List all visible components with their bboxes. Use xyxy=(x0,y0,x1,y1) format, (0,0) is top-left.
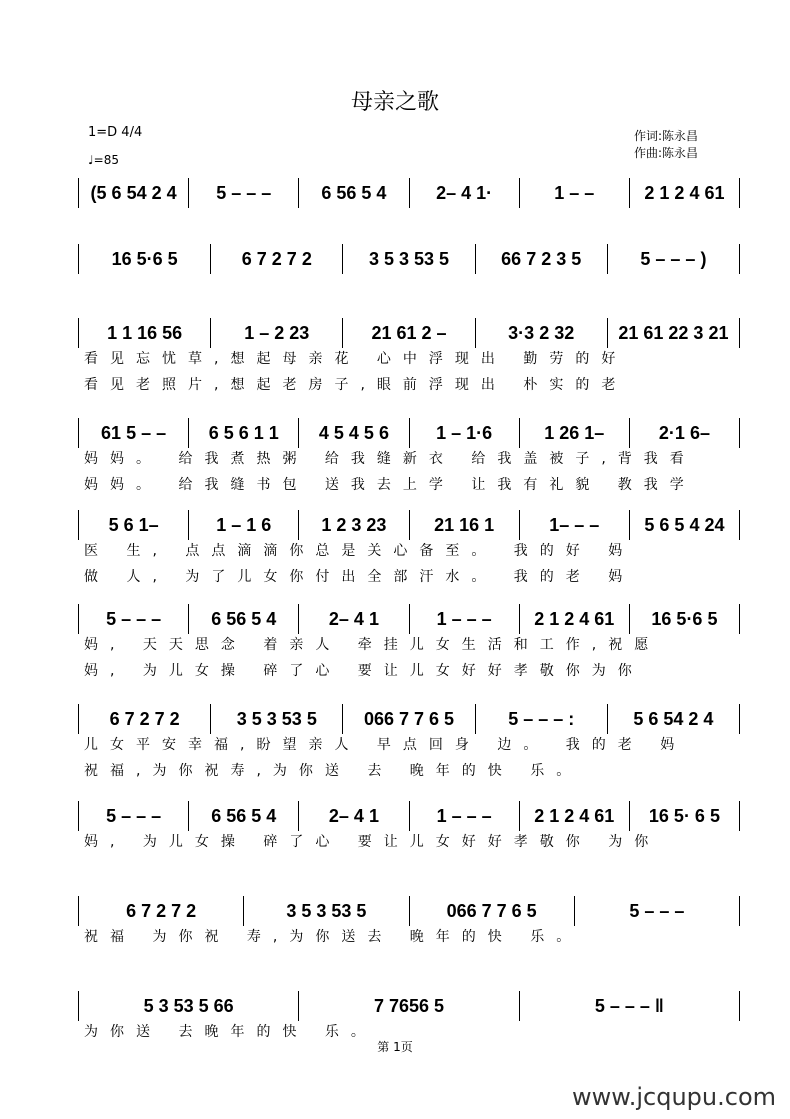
lyrics-line: 看见老照片,想起老房子,眼前浮现出 朴实的老 xyxy=(84,377,628,393)
measure: 1 – – – xyxy=(409,801,519,831)
measure: 3 5 3 53 5 xyxy=(243,896,408,926)
measure: 5 – – – xyxy=(78,604,188,634)
score-line xyxy=(78,803,740,855)
measure: 1 2 3 23 xyxy=(298,510,408,540)
measure: 5 – – – ‖ xyxy=(519,991,740,1021)
notes-line xyxy=(78,706,740,732)
measure: 16 5·6 5 xyxy=(78,244,210,274)
measure: 1 – 1 6 xyxy=(188,510,298,540)
notes-line xyxy=(78,246,740,272)
lyrics-line: 看见忘忧草,想起母亲花 心中浮现出 勤劳的好 xyxy=(84,351,628,367)
score-line xyxy=(78,606,740,684)
notes-line xyxy=(78,180,740,206)
score-line xyxy=(78,320,740,398)
measure: 5 – – – xyxy=(78,801,188,831)
measure: 6 7 2 7 2 xyxy=(210,244,342,274)
lyrics-line: 祝福,为你祝寿,为你送 去 晚年的快 乐。 xyxy=(84,763,583,779)
measure: 1 – – – xyxy=(409,604,519,634)
notes-line xyxy=(78,993,740,1019)
notes-line xyxy=(78,803,740,829)
score-line xyxy=(78,246,740,272)
composer-credit: 作曲:陈永昌 xyxy=(634,146,699,160)
measure: 6 7 2 7 2 xyxy=(78,704,210,734)
measure: 5 – – – xyxy=(188,178,298,208)
measure: 21 16 1 xyxy=(409,510,519,540)
measure: 066 7 7 6 5 xyxy=(409,896,574,926)
notes-line xyxy=(78,606,740,632)
measure: 6 7 2 7 2 xyxy=(78,896,243,926)
page-number: 第 1页 xyxy=(377,1040,413,1054)
measure: 1 1 16 56 xyxy=(78,318,210,348)
lyrics-line: 医 生, 点点滴滴你总是关心备至。 我的好 妈 xyxy=(84,543,635,559)
score-line xyxy=(78,512,740,590)
score-line xyxy=(78,706,740,784)
lyrics-line: 妈妈。 给我煮热粥 给我缝新衣 给我盖被子,背我看 xyxy=(84,451,696,467)
lyrics-line: 为你送 去晚年的快 乐。 xyxy=(84,1024,377,1040)
measure: (5 6 54 2 4 xyxy=(78,178,188,208)
measure: 2 1 2 4 61 xyxy=(519,604,629,634)
score-line xyxy=(78,180,740,206)
lyrics-line: 儿女平安幸福,盼望亲人 早点回身 边。 我的老 妈 xyxy=(84,737,687,753)
notes-line xyxy=(78,420,740,446)
lyrics-line: 妈, 为儿女操 碎了心 要让儿女好好孝敬你 为你 xyxy=(84,834,661,850)
measure: 5 – – – xyxy=(574,896,740,926)
measure: 5 – – – ) xyxy=(607,244,740,274)
notes-line xyxy=(78,512,740,538)
measure: 21 61 2 – xyxy=(342,318,474,348)
measure: 2·1 6– xyxy=(629,418,740,448)
lyrics-line: 妈妈。 给我缝书包 送我去上学 让我有礼貌 教我学 xyxy=(84,477,696,493)
measure: 3·3 2 32 xyxy=(475,318,607,348)
tempo-marking: ♩=85 xyxy=(88,153,119,167)
key-signature: 1=D 4/4 xyxy=(88,125,143,140)
notes-line xyxy=(78,320,740,346)
measure: 5 6 1– xyxy=(78,510,188,540)
measure: 1 – – xyxy=(519,178,629,208)
measure: 5 3 53 5 66 xyxy=(78,991,298,1021)
measure: 6 56 5 4 xyxy=(188,801,298,831)
measure: 5 – – – : xyxy=(475,704,607,734)
measure: 16 5· 6 5 xyxy=(629,801,740,831)
measure: 2– 4 1· xyxy=(409,178,519,208)
measure: 1 26 1– xyxy=(519,418,629,448)
measure: 5 6 54 2 4 xyxy=(607,704,740,734)
measure: 4 5 4 5 6 xyxy=(298,418,408,448)
measure: 6 56 5 4 xyxy=(188,604,298,634)
measure: 1 – 1·6 xyxy=(409,418,519,448)
measure: 3 5 3 53 5 xyxy=(210,704,342,734)
lyricist-credit: 作词:陈永昌 xyxy=(634,129,699,143)
measure: 1– – – xyxy=(519,510,629,540)
measure: 2– 4 1 xyxy=(298,801,408,831)
measure: 066 7 7 6 5 xyxy=(342,704,474,734)
measure: 5 6 5 4 24 xyxy=(629,510,740,540)
measure: 6 5 6 1 1 xyxy=(188,418,298,448)
song-title: 母亲之歌 xyxy=(350,90,439,115)
measure: 6 56 5 4 xyxy=(298,178,408,208)
measure: 21 61 22 3 21 xyxy=(607,318,740,348)
lyrics-line: 妈, 为儿女操 碎了心 要让儿女好好孝敬你为你 xyxy=(84,663,644,679)
lyrics-line: 祝福 为你祝 寿,为你送去 晚年的快 乐。 xyxy=(84,929,583,945)
measure: 66 7 2 3 5 xyxy=(475,244,607,274)
notes-line xyxy=(78,898,740,924)
measure: 7 7656 5 xyxy=(298,991,518,1021)
lyrics-line: 做 人, 为了儿女你付出全部汗水。 我的老 妈 xyxy=(84,569,635,585)
measure: 1 – 2 23 xyxy=(210,318,342,348)
score-line xyxy=(78,898,740,950)
measure: 2 1 2 4 61 xyxy=(629,178,740,208)
measure: 2 1 2 4 61 xyxy=(519,801,629,831)
score-line xyxy=(78,420,740,498)
measure: 61 5 – – xyxy=(78,418,188,448)
measure: 3 5 3 53 5 xyxy=(342,244,474,274)
lyrics-line: 妈, 天天思念 着亲人 牵挂儿女生活和工作,祝愿 xyxy=(84,637,661,653)
measure: 16 5·6 5 xyxy=(629,604,740,634)
measure: 2– 4 1 xyxy=(298,604,408,634)
watermark: www.jcqupu.com xyxy=(572,1083,776,1111)
